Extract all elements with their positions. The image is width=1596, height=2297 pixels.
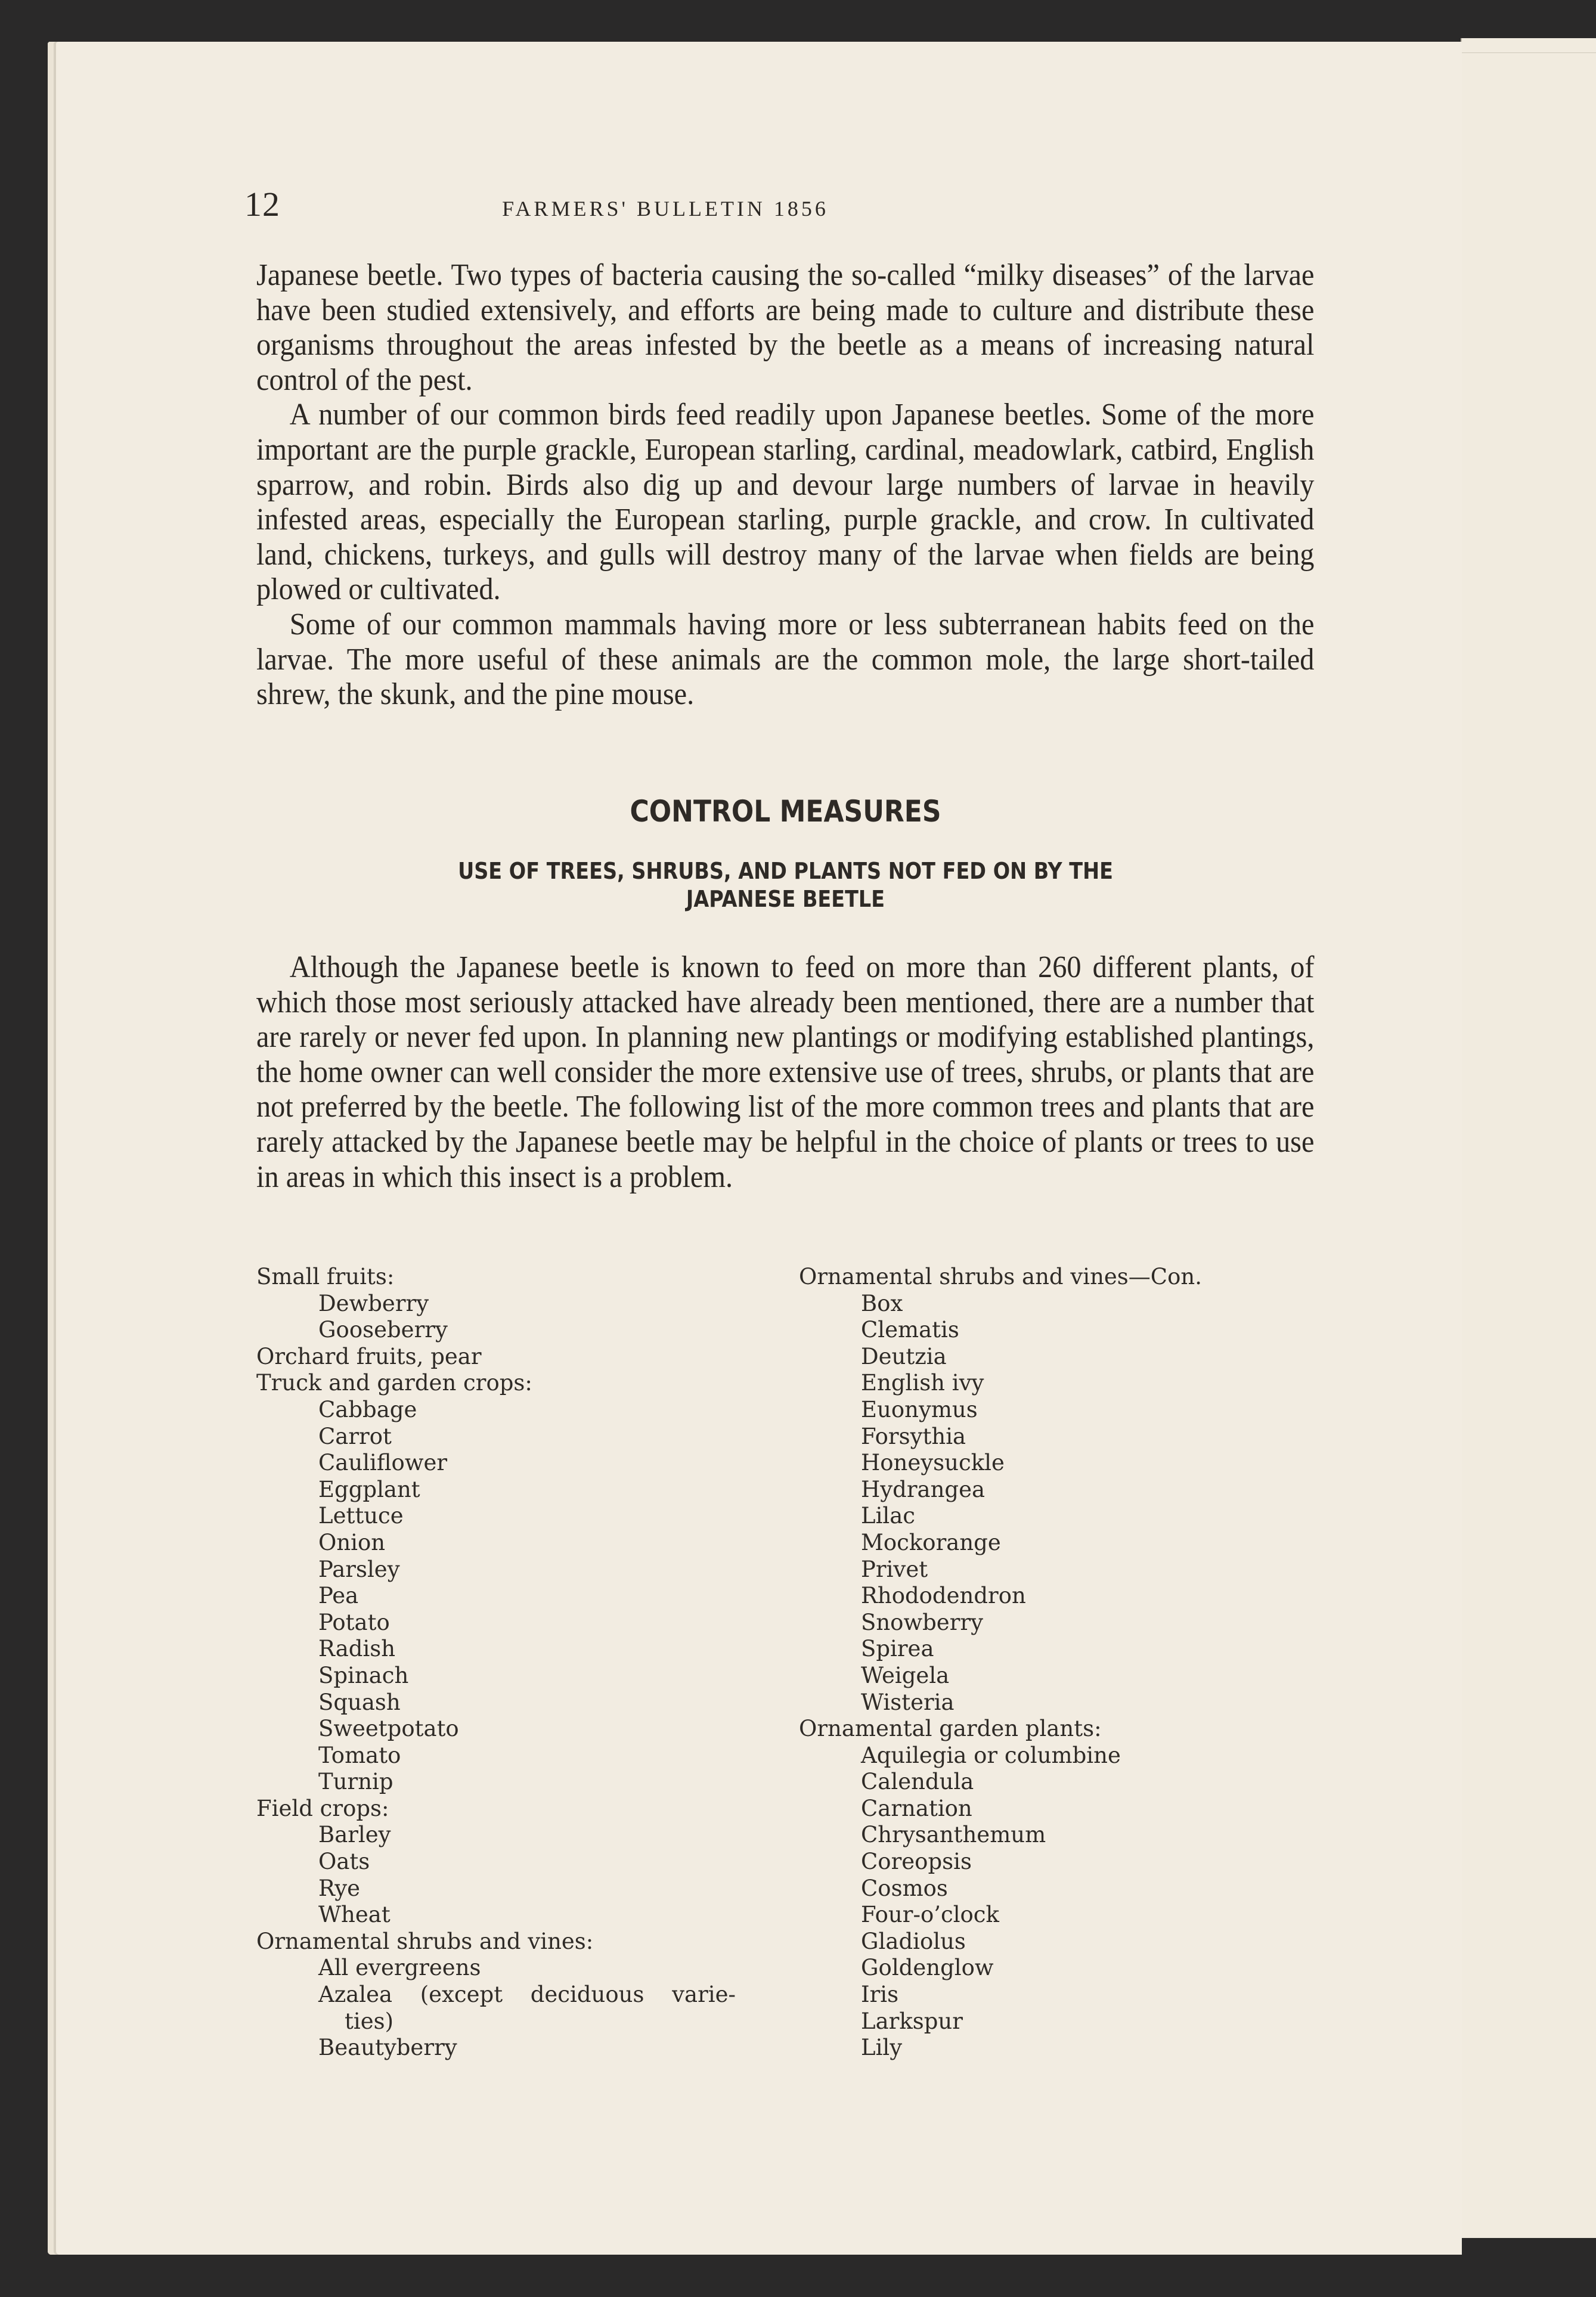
list-item: All evergreens: [318, 1955, 481, 1981]
list-item: Wisteria: [861, 1689, 954, 1715]
list-item: Gooseberry: [318, 1317, 448, 1343]
subheading-line-1: USE OF TREES, SHRUBS, AND PLANTS NOT FED ON BY THE: [458, 858, 1113, 884]
list-item: Gladiolus: [861, 1928, 966, 1954]
list-item: Beautyberry: [318, 2035, 457, 2061]
category-orchard-fruits: Orchard fruits, pear: [256, 1343, 482, 1369]
azalea-word: Azalea: [318, 1982, 393, 2008]
adjacent-page-rule: [1462, 52, 1596, 53]
list-item: Barley: [318, 1822, 391, 1848]
list-item: Deutzia: [861, 1343, 947, 1369]
category-ornamental-shrubs: Ornamental shrubs and vines:: [256, 1928, 594, 1954]
plant-list-right: [799, 1264, 1335, 2062]
paragraph-milky-disease: Japanese beetle. Two types of bacteria causing the so-called “milky diseases” of the larvae have been studied extensively, and efforts are being made to culture and distribute these organisms throughout the areas infested by the beetle as a means of increasing natural control of the pest.: [256, 258, 1315, 397]
azalea-continuation: ties): [345, 2008, 394, 2034]
list-item: Cabbage: [318, 1396, 417, 1422]
list-item: Rhododendron: [861, 1583, 1026, 1609]
section-subheading: [320, 857, 1251, 913]
category-ornamental-garden-plants: Ornamental garden plants:: [799, 1716, 1102, 1742]
list-item: Dewberry: [318, 1290, 429, 1316]
list-item: Wheat: [318, 1902, 391, 1928]
paragraph-plants-not-fed: Although the Japanese beetle is known to feed on more than 260 different plants, of which those most seriously attacked have already been mentioned, there are a number that are rarely or never fed upon. In planning new plantings or modifying established plantings, the home owner can well consider the more extensive use of trees, shrubs, or plants that are not preferred by the beetle. The following list of the more common trees and plants that are rarely attacked by the Japanese beetle may be helpful in the choice of plants or trees to use in areas in which this insect is a problem.: [256, 950, 1315, 1194]
list-item: Four-o’clock: [861, 1902, 999, 1928]
adjacent-page-edge: [1461, 38, 1596, 2238]
list-item: Carnation: [861, 1795, 972, 1821]
list-item: Lily: [861, 2035, 903, 2061]
list-item: Sweetpotato: [318, 1716, 459, 1742]
list-item: Squash: [318, 1689, 401, 1715]
list-item: Cauliflower: [318, 1450, 448, 1476]
list-item: Mockorange: [861, 1529, 1001, 1555]
list-item: Pea: [318, 1583, 359, 1609]
azalea-word: (except: [420, 1982, 503, 2008]
list-item: Potato: [318, 1609, 390, 1635]
list-item: Rye: [318, 1875, 361, 1901]
list-item: Chrysanthemum: [861, 1822, 1046, 1848]
bulletin-page: [48, 42, 1462, 2255]
list-item: Spirea: [861, 1636, 934, 1662]
list-item: Onion: [318, 1529, 386, 1555]
list-item: Calendula: [861, 1769, 974, 1795]
list-item: Snowberry: [861, 1609, 983, 1635]
list-item: Goldenglow: [861, 1955, 994, 1981]
list-item: Larkspur: [861, 2008, 963, 2034]
category-field-crops: Field crops:: [256, 1795, 389, 1821]
list-item: Cosmos: [861, 1875, 948, 1901]
body-text-top: [256, 258, 1314, 712]
body-text-control: [256, 950, 1314, 1195]
azalea-word: deciduous: [530, 1982, 644, 2008]
page-number: 12: [244, 185, 280, 224]
list-item: Hydrangea: [861, 1476, 986, 1502]
azalea-word: varie-: [672, 1982, 736, 2008]
azalea-line: [318, 1982, 736, 2008]
list-item-azalea: [256, 1982, 781, 2035]
running-head: FARMERS' BULLETIN 1856: [502, 197, 829, 221]
list-item: Turnip: [318, 1769, 393, 1795]
list-item: Clematis: [861, 1317, 959, 1343]
list-item: Carrot: [318, 1423, 392, 1449]
subheading-line-2: JAPANESE BEETLE: [686, 886, 885, 912]
list-item: Forsythia: [861, 1423, 966, 1449]
category-truck-garden-crops: Truck and garden crops:: [256, 1370, 532, 1396]
list-item: Privet: [861, 1556, 928, 1582]
paragraph-mammals: Some of our common mammals having more or less subterranean habits feed on the larvae. The more useful of these animals are the common mole, the large short-tailed shrew, the skunk, and the pine mouse.: [256, 607, 1315, 712]
list-item: Iris: [861, 1982, 899, 2008]
paragraph-birds: A number of our common birds feed readily upon Japanese beetles. Some of the more important are the purple grackle, European starling, cardinal, meadowlark, catbird, English sparrow, and robin. Birds also dig up and devour large numbers of larvae in heavily infested areas, especially the European starling, purple grackle, and crow. In cultivated land, chickens, turkeys, and gulls will destroy many of the larvae when fields are being plowed or cultivated.: [256, 398, 1315, 607]
list-item: Tomato: [318, 1742, 401, 1768]
category-ornamental-shrubs-continued: Ornamental shrubs and vines—Con.: [799, 1264, 1202, 1289]
list-item: Box: [861, 1290, 903, 1316]
list-item: Weigela: [861, 1662, 950, 1688]
list-item: Coreopsis: [861, 1849, 972, 1875]
list-item: Lettuce: [318, 1503, 404, 1529]
list-item: Radish: [318, 1636, 396, 1662]
list-item: Aquilegia or columbine: [861, 1742, 1121, 1768]
list-item: Parsley: [318, 1556, 400, 1582]
list-item: Oats: [318, 1849, 370, 1875]
category-small-fruits: Small fruits:: [256, 1264, 395, 1289]
list-item: English ivy: [861, 1370, 984, 1396]
list-item: Euonymus: [861, 1396, 978, 1422]
list-item: Eggplant: [318, 1476, 420, 1502]
list-item: Honeysuckle: [861, 1450, 1005, 1476]
plant-list-left: [256, 1264, 781, 2062]
list-item: Spinach: [318, 1662, 409, 1688]
list-item: Lilac: [861, 1503, 916, 1529]
section-heading: CONTROL MEASURES: [630, 794, 941, 829]
